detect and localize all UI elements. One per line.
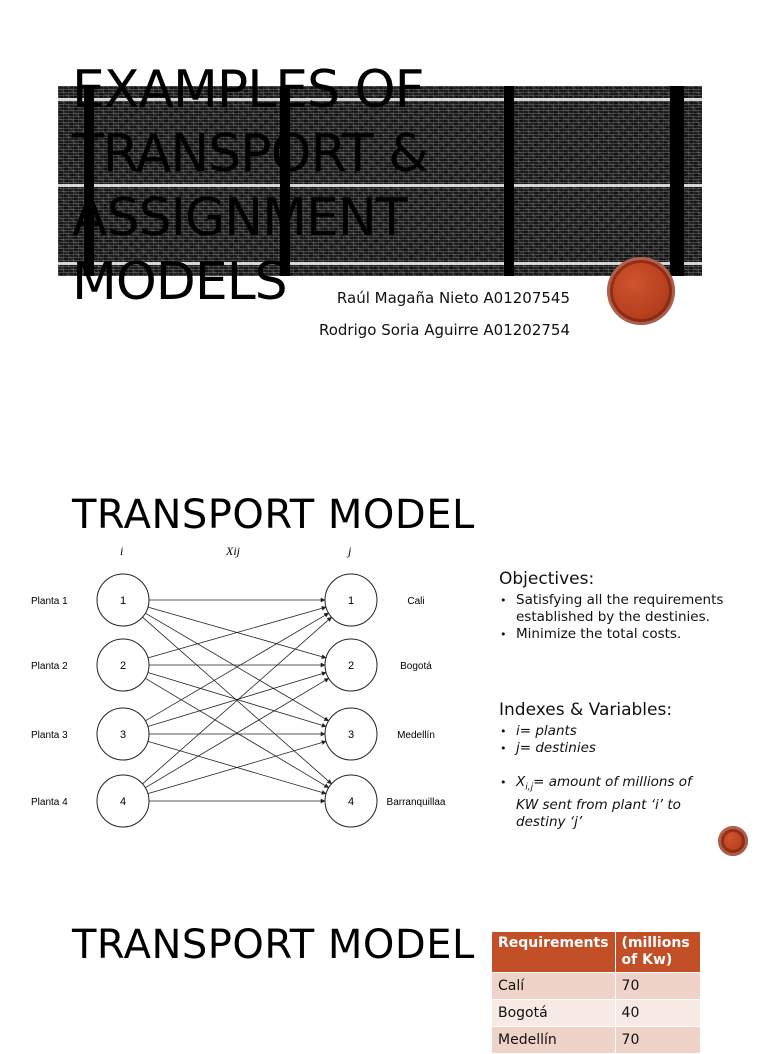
indexes-heading: Indexes & Variables: — [499, 700, 673, 720]
destiny-node-number: 4 — [347, 796, 355, 808]
slide-title: TRANSPORT MODEL — [72, 492, 475, 538]
decorative-circle-icon — [718, 826, 748, 856]
objectives-list — [499, 592, 739, 643]
table-cell: 40 — [615, 1000, 700, 1027]
destiny-label: Medellín — [397, 730, 435, 741]
destiny-label: Bogotá — [400, 661, 432, 672]
plant-node-number: 2 — [119, 660, 127, 672]
table-row — [492, 1027, 701, 1054]
table-cell: 70 — [615, 973, 700, 1000]
header-x: Xij — [226, 544, 240, 558]
destiny-node-number: 1 — [347, 595, 355, 607]
column-header: (millions of Kw) — [615, 932, 700, 973]
table-row — [492, 973, 701, 1000]
plant-label: Planta 3 — [31, 730, 68, 741]
plant-node-number: 1 — [119, 595, 127, 607]
title-line: TRANSPORT & — [72, 124, 428, 184]
destiny-label: Cali — [407, 596, 425, 607]
destiny-node-number: 3 — [347, 729, 355, 741]
plant-label: Planta 4 — [31, 797, 68, 808]
presentation-title — [72, 58, 692, 314]
objectives-heading: Objectives: — [499, 569, 595, 589]
variable-symbol: X — [516, 774, 526, 790]
table-row — [492, 1000, 701, 1027]
transport-model-slide — [0, 410, 768, 880]
requirements-table — [491, 931, 701, 1054]
variable-description: = amount of millions of KW sent from plant ‘i’ to destiny ‘j’ — [516, 774, 692, 830]
slide-title: TRANSPORT MODEL — [72, 922, 475, 968]
transport-model-slide-2 — [0, 880, 768, 1048]
table-cell: Medellín — [492, 1027, 616, 1054]
plant-label: Planta 2 — [31, 661, 68, 672]
plant-node-number: 4 — [119, 796, 127, 808]
variable-list — [499, 774, 714, 831]
destiny-node-number: 2 — [347, 660, 355, 672]
table-cell: Bogotá — [492, 1000, 616, 1027]
indexes-list — [499, 723, 739, 757]
table-header-row — [492, 932, 701, 973]
title-line: ASSIGNMENT — [72, 188, 407, 248]
title-slide — [0, 0, 768, 410]
plant-node-number: 3 — [119, 729, 127, 741]
transport-network-diagram — [0, 540, 480, 840]
list-item: • j= destinies — [499, 740, 739, 757]
list-item: • Minimize the total costs. — [499, 626, 739, 643]
variable-subscript: i,j — [525, 782, 534, 793]
list-item: • i= plants — [499, 723, 739, 740]
table-cell: Calí — [492, 973, 616, 1000]
table-cell: 70 — [615, 1027, 700, 1054]
column-header: Requirements — [492, 932, 616, 973]
plant-label: Planta 1 — [31, 596, 68, 607]
authors-block — [240, 282, 570, 346]
destiny-label: Barranquillaa — [386, 797, 446, 808]
list-item — [499, 774, 714, 831]
header-j: j — [348, 544, 352, 558]
author-name: Raúl Magaña Nieto A01207545 — [336, 289, 570, 307]
decorative-circle-icon — [607, 257, 675, 325]
title-line: MODELS — [72, 252, 287, 312]
title-line: EXAMPLES OF — [72, 60, 424, 120]
author-name: Rodrigo Soria Aguirre A01202754 — [318, 321, 570, 339]
header-i: i — [120, 544, 124, 558]
list-item: • Satisfying all the requirements established by the destinies. — [499, 592, 739, 626]
